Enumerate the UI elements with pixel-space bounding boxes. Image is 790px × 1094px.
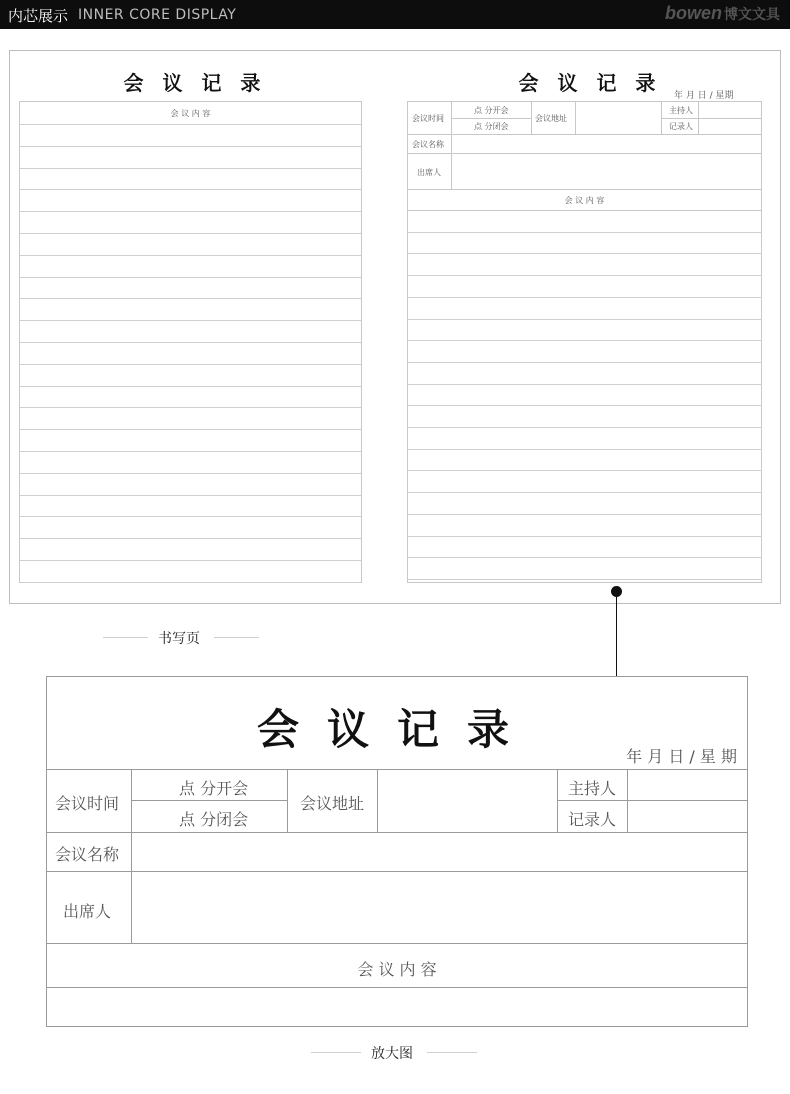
- caption-line-right: [214, 637, 259, 638]
- left-page-title: 会 议 记 录: [123, 71, 267, 95]
- ruled-line: [20, 386, 361, 387]
- ruled-line: [20, 538, 361, 539]
- brand-logo-cn: 博文文具: [724, 6, 780, 22]
- ruled-line: [20, 342, 361, 343]
- left-page-lined-area: [19, 101, 362, 583]
- ruled-line: [20, 298, 361, 299]
- ruled-line: [20, 255, 361, 256]
- right-date-line: 年 月 日 / 星期: [674, 91, 734, 101]
- zoom-connector-line: [616, 591, 617, 686]
- ruled-line: [408, 384, 762, 385]
- right-close-label: 点 分闭会: [474, 122, 509, 131]
- ruled-line: [408, 405, 762, 406]
- ruled-line: [20, 560, 361, 561]
- ruled-line: [20, 320, 361, 321]
- zoom-close-label: 点 分闭会: [179, 810, 249, 829]
- zoom-host-label: 主持人: [568, 779, 617, 798]
- ruled-line: [408, 536, 762, 537]
- right-address-label: 会议地址: [535, 114, 567, 123]
- ruled-line: [408, 340, 762, 341]
- ruled-line: [408, 362, 762, 363]
- ruled-line: [408, 319, 762, 320]
- ruled-line: [20, 211, 361, 212]
- ruled-line: [20, 233, 361, 234]
- right-page-lined-area: [408, 210, 762, 583]
- brand-logo: [665, 3, 780, 24]
- zoomed-form: [46, 676, 748, 1027]
- zoom-recorder-label: 记录人: [568, 810, 617, 829]
- ruled-line: [408, 232, 762, 233]
- ruled-line: [408, 275, 762, 276]
- ruled-line: [408, 579, 762, 580]
- ruled-line: [408, 470, 762, 471]
- ruled-line: [20, 146, 361, 147]
- right-page-title: 会 议 记 录: [518, 71, 662, 95]
- right-host-label: 主持人: [669, 106, 693, 115]
- banner-title-cn: 内芯展示: [8, 7, 69, 25]
- ruled-line: [20, 495, 361, 496]
- ruled-line: [20, 516, 361, 517]
- top-banner: [0, 0, 790, 29]
- banner-title-en: INNER CORE DISPLAY: [78, 7, 237, 23]
- zoom-attendees-label: 出席人: [63, 902, 112, 921]
- caption-zoom-line-right: [427, 1052, 477, 1053]
- ruled-line: [20, 582, 361, 583]
- caption-writing-page: 书写页: [158, 631, 200, 647]
- zoom-meeting-time-label: 会议时间: [55, 794, 120, 813]
- zoom-content-header: 会 议 内 容: [357, 960, 437, 979]
- zoom-connector-dot-top: [611, 586, 622, 597]
- ruled-line: [408, 253, 762, 254]
- ruled-line: [408, 492, 762, 493]
- zoom-title: 会议记录: [256, 705, 537, 754]
- zoom-address-label: 会议地址: [300, 794, 365, 813]
- brand-logo-en: bowen: [665, 3, 722, 23]
- right-page-form: [407, 101, 762, 583]
- ruled-line: [408, 557, 762, 558]
- zoom-open-label: 点 分开会: [179, 779, 249, 798]
- ruled-line: [408, 449, 762, 450]
- notebook-spread: [9, 50, 781, 604]
- left-content-header: 会 议 内 容: [170, 109, 211, 118]
- ruled-line: [20, 168, 361, 169]
- ruled-line: [408, 427, 762, 428]
- ruled-line: [20, 407, 361, 408]
- right-meeting-time-label: 会议时间: [412, 114, 444, 123]
- zoom-date-line: 年 月 日 / 星 期: [626, 747, 737, 766]
- ruled-line: [20, 364, 361, 365]
- ruled-line: [20, 429, 361, 430]
- ruled-line: [20, 451, 361, 452]
- ruled-line: [20, 473, 361, 474]
- ruled-line: [20, 124, 361, 125]
- caption-zoom-line-left: [311, 1052, 361, 1053]
- zoom-name-label: 会议名称: [55, 845, 120, 864]
- right-recorder-label: 记录人: [669, 122, 693, 131]
- right-name-label: 会议名称: [412, 140, 444, 149]
- caption-line-left: [103, 637, 148, 638]
- right-content-header: 会 议 内 容: [564, 196, 605, 205]
- ruled-line: [408, 514, 762, 515]
- ruled-line: [20, 189, 361, 190]
- ruled-line: [408, 297, 762, 298]
- ruled-line: [20, 277, 361, 278]
- right-attendees-label: 出席人: [417, 168, 441, 177]
- caption-zoom: 放大图: [371, 1046, 413, 1062]
- right-open-label: 点 分开会: [474, 106, 509, 115]
